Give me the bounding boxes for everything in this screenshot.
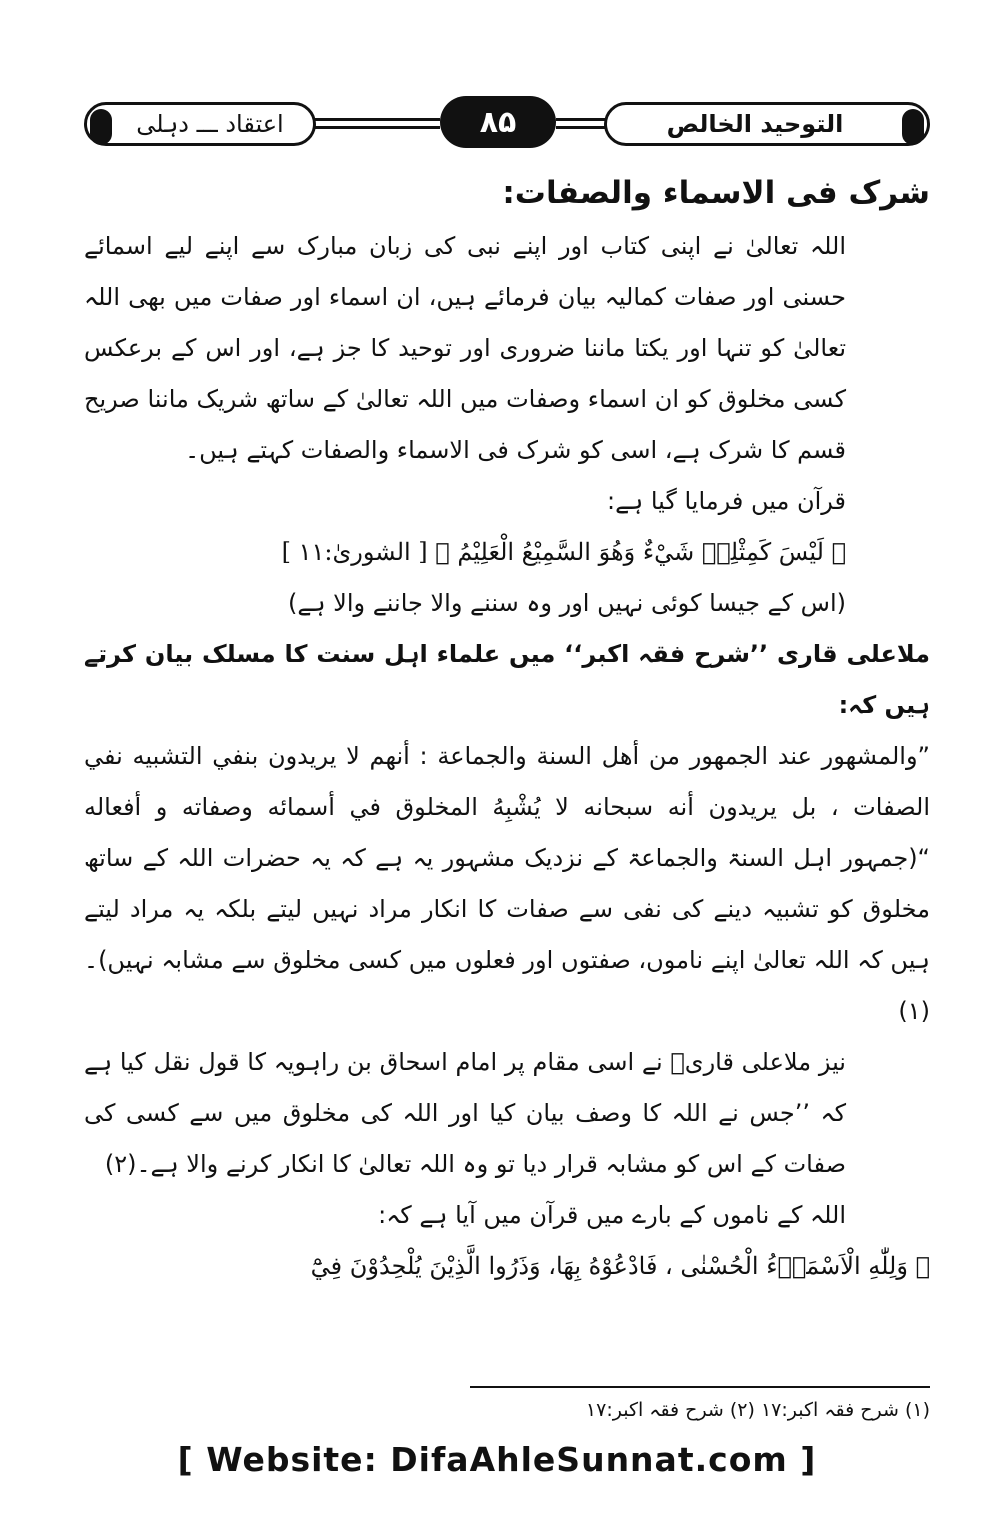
paragraph-intro: اللہ تعالیٰ نے اپنی کتاب اور اپنے نبی کی زبان مبارک سے اپنے لیے اسمائے حسنی اور صفات کمالیہ بیان فرمائے ہیں، ان اسماء اور صفات میں بھی اللہ تعالیٰ کو تنہا اور یکتا ماننا ضروری اور توحید کا جز ہے، اور اس کے برعکس کسی مخلوق کو ان اسماء وصفات میں اللہ تعالیٰ کے ساتھ شریک ماننا صریح قسم کا شرک ہے، اسی کو شرک فی الاسماء والصفات کہتے ہیں۔ <box>84 232 846 464</box>
paragraph-names: اللہ کے ناموں کے بارے میں قرآن میں آیا ہے کہ: <box>378 1201 846 1229</box>
header-rule-left-2 <box>314 126 440 129</box>
page-number: ۸۵ <box>440 96 556 148</box>
header-left-title: اعتقاد ـــ دہلی <box>136 110 284 138</box>
footnote-divider <box>470 1386 930 1388</box>
page-header <box>84 96 930 154</box>
website-banner: [ Website: DifaAhleSunnat.com ] <box>177 1440 817 1479</box>
section-heading: شرک فی الاسماء والصفات: <box>502 175 930 211</box>
paragraph-mulla-ali: ملاعلی قاری ’’شرح فقہ اکبر‘‘ میں علماء اہل سنت کا مسلک بیان کرتے ہیں کہ: <box>84 640 930 719</box>
paragraph-ishaq: نیز ملاعلی قاریؒ نے اسی مقام پر امام اسحاق بن راہویہ کا قول نقل کیا ہے کہ ’’جس نے اللہ کا وصف بیان کیا اور اللہ کی مخلوق میں سے کسی کی صفات کے اس کو مشابہ قرار دیا تو وہ اللہ تعالیٰ کا انکار کرنے والا ہے۔(۲) <box>84 1048 846 1178</box>
header-rule-right-2 <box>556 126 606 129</box>
quran-verse-1: ﴿ لَيْسَ كَمِثْلِهٖ شَيْءٌ وَهُوَ السَّمِيْعُ الْعَلِيْمُ ﴾ [ الشوریٰ:۱۱ ] <box>281 538 846 566</box>
header-right-pill <box>604 102 930 146</box>
page-body <box>84 165 930 1292</box>
header-rule-right <box>556 118 606 121</box>
verse-translation: (اس کے جیسا کوئی نہیں اور وہ سننے والا جاننے والا ہے) <box>288 589 846 617</box>
footnotes: (۱) شرح فقہ اکبر:۱۷ (۲) شرح فقہ اکبر:۱۷ <box>585 1399 930 1421</box>
header-left-pill <box>84 102 316 146</box>
quran-verse-2: ﴿ وَلِلّٰهِ الْاَسْمَاۗءُ الْحُسْنٰى ، فَادْعُوْهُ بِهَا، وَذَرُوا الَّذِيْنَ يُلْحِدُوْنَ فِيْٓ <box>310 1252 930 1280</box>
header-rule-left <box>314 118 440 121</box>
paragraph-arabic-quote: ”والمشهور عند الجمهور من أهل السنة والجماعة : أنهم لا يريدون بنفي التشبيه نفي الصفات ، بل يريدون أنه سبحانه لا يُشْبِهُ المخلوق في أسمائه وصفاته و أفعاله “(جمہور اہل السنۃ والجماعۃ کے نزدیک مشہور یہ ہے کہ یہ حضرات اللہ کے ساتھ مخلوق کو تشبیہ دینے کی نفی سے صفات کا انکار مراد نہیں لیتے بلکہ یہ مراد لیتے ہیں کہ اللہ تعالیٰ اپنے ناموں، صفتوں اور فعلوں میں کسی مخلوق سے مشابہ نہیں)۔(۱) <box>84 742 930 1025</box>
paragraph-quran-intro: قرآن میں فرمایا گیا ہے: <box>607 487 846 515</box>
header-right-title: التوحید الخالص <box>666 110 844 138</box>
